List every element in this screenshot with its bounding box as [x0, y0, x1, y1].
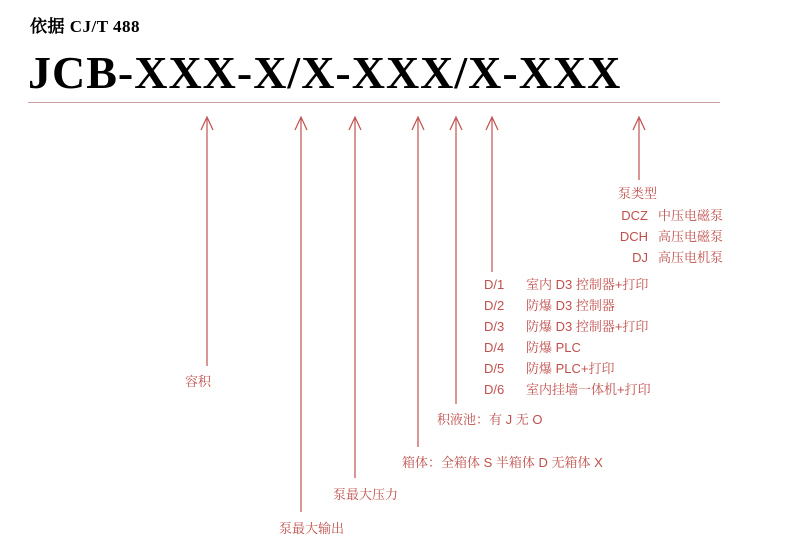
- label-pump-max-pressure: 泵最大压力: [333, 487, 399, 502]
- pump-type-key: DCH: [619, 229, 648, 244]
- arrow-sump: [450, 117, 462, 404]
- label-sump: 积液池：有 J 无 O: [437, 412, 543, 427]
- table-row: [610, 247, 723, 268]
- arrow-pump-max-pressure: [349, 117, 361, 478]
- pump-type-key: DCZ: [621, 208, 648, 223]
- controller-value: 防爆 PLC: [526, 340, 581, 355]
- controller-key: D/2: [484, 298, 505, 313]
- arrow-controller: [486, 117, 498, 272]
- controller-value: 室内 D3 控制器+打印: [526, 277, 649, 292]
- arrow-pump-type: [633, 117, 645, 180]
- label-pump-max-output: 泵最大输出: [279, 521, 345, 536]
- controller-value: 防爆 D3 控制器+打印: [526, 319, 649, 334]
- controller-key: D/1: [484, 277, 505, 292]
- controller-option-table: [484, 274, 651, 400]
- table-row: [484, 274, 651, 295]
- controller-key: D/5: [484, 361, 505, 376]
- arrow-cabinet: [412, 117, 424, 447]
- pump-type-value: 高压电机泵: [658, 250, 724, 265]
- model-code-string: JCB-XXX-X/X-XXX/X-XXX: [28, 47, 622, 98]
- table-row: [484, 337, 651, 358]
- table-row: [484, 379, 651, 400]
- arrow-volume: [201, 117, 213, 366]
- table-row: [610, 205, 723, 226]
- pump-type-table: [610, 205, 723, 268]
- pump-type-value: 中压电磁泵: [658, 208, 724, 223]
- controller-key: D/6: [484, 382, 505, 397]
- table-row: [484, 358, 651, 379]
- table-row: [484, 295, 651, 316]
- controller-key: D/3: [484, 319, 505, 334]
- pump-type-value: 高压电磁泵: [658, 229, 724, 244]
- table-row: [610, 226, 723, 247]
- label-volume: 容积: [185, 374, 212, 389]
- controller-value: 防爆 D3 控制器: [526, 298, 615, 313]
- pump-type-key: DJ: [632, 250, 648, 265]
- pump-type-title: 泵类型: [618, 186, 658, 201]
- table-row: [484, 316, 651, 337]
- label-cabinet: 箱体：全箱体 S 半箱体 D 无箱体 X: [402, 455, 603, 470]
- controller-value: 室内挂墙一体机+打印: [526, 382, 651, 397]
- controller-key: D/4: [484, 340, 505, 355]
- standard-note: 依据 CJ/T 488: [30, 17, 141, 36]
- controller-value: 防爆 PLC+打印: [526, 361, 615, 376]
- arrow-pump-max-output: [295, 117, 307, 512]
